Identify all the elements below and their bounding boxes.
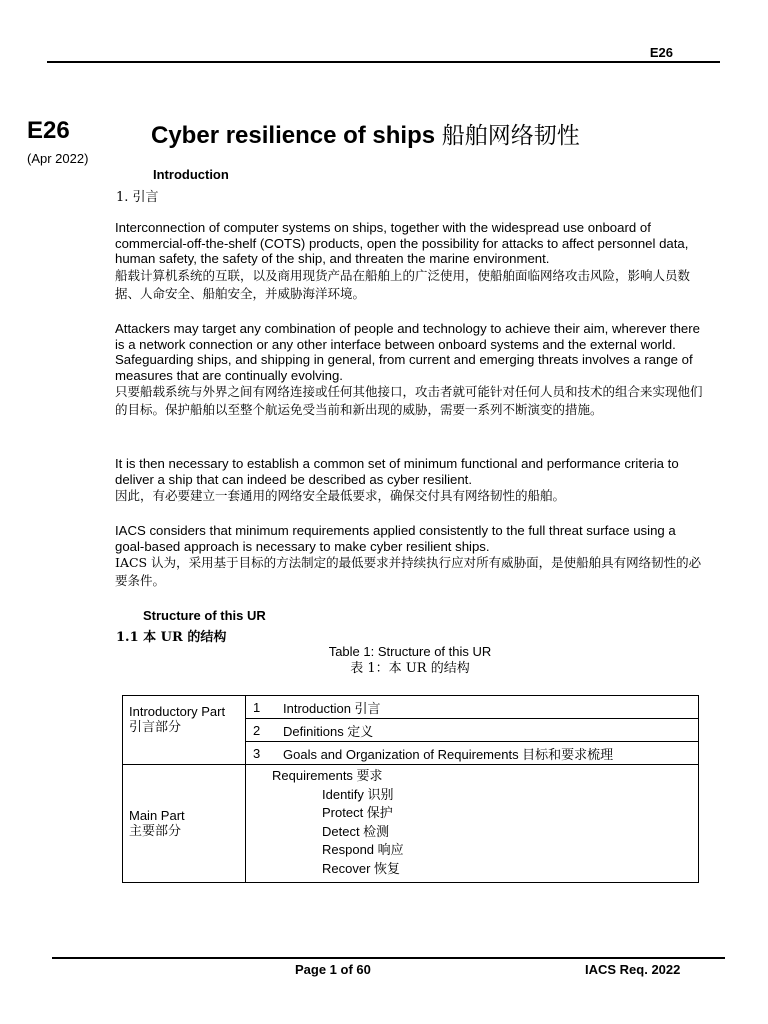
- paragraph-zh: 因此，有必要建立一套通用的网络安全最低要求，确保交付具有网络韧性的船舶。: [115, 488, 566, 503]
- paragraph: [115, 220, 705, 303]
- intro-part-cell: [123, 696, 246, 765]
- page-number: Page 1 of 60: [295, 962, 371, 977]
- row-label: Introduction 引言: [283, 700, 381, 716]
- paragraph: [115, 321, 705, 419]
- row-number: 2: [253, 722, 261, 738]
- function-item-identify: Identify 识别: [322, 786, 394, 802]
- table-cell: [246, 719, 699, 742]
- paragraph-en: It is then necessary to establish a common set of minimum functional and performance criteria to deliver a ship that can indeed be described as cyber resilient.: [115, 456, 679, 487]
- function-item-detect: Detect 检测: [322, 823, 390, 839]
- section-introduction-title: Introduction: [153, 167, 229, 182]
- function-item-respond: Respond 响应: [322, 842, 404, 857]
- paragraph-zh: 只要船载系统与外界之间有网络连接或任何其他接口，攻击者就可能针对任何人员和技术的组合来实现他们的目标。保护船舶以至整个航运免受当前和新出现的威胁，需要一系列不断演变的措施。: [115, 384, 703, 417]
- document-date: (Apr 2022): [27, 151, 89, 166]
- section-structure-title: Structure of this UR: [143, 608, 266, 623]
- paragraph: [115, 456, 705, 505]
- document-code: E26: [27, 117, 70, 144]
- requirements-label: Requirements 要求: [272, 768, 383, 783]
- table-cell: [246, 765, 699, 883]
- table-cell: [246, 742, 699, 765]
- paragraph-en: Attackers may target any combination of people and technology to achieve their aim, wherever there is a network connection or any other interface between onboard systems and the external world. Safeguarding ships, and shipping in general, from current and emerging threats involves a range of measures that are continually evolving.: [115, 321, 700, 383]
- structure-table: [122, 695, 699, 883]
- document-title-en: Cyber resilience of ships: [151, 122, 436, 149]
- table-row: [123, 696, 699, 719]
- document-title-zh: 船舶网络韧性: [441, 123, 580, 149]
- function-item-protect: Protect 保护: [322, 805, 393, 820]
- document-title: [151, 117, 580, 150]
- table-caption: [115, 643, 705, 677]
- header-code: E26: [649, 45, 673, 60]
- intro-part-zh: 引言部分: [129, 720, 182, 735]
- main-part-cell: [123, 765, 246, 883]
- paragraph-zh: IACS 认为，采用基于目标的方法制定的最低要求并持续执行应对所有威胁面，是使船舶具有网络韧性的必要条件。: [115, 555, 702, 588]
- section-structure-title-zh: 1.1 本 UR 的结构: [116, 630, 227, 645]
- paragraph-en: Interconnection of computer systems on ships, together with the widespread use onboard of commercial-off-the-shelf (COTS) products, open the possibility for attacks to affect personnel data, human safety, the safety of the ship, and threaten the marine environment.: [115, 220, 689, 266]
- footer-org: IACS Req. 2022: [585, 962, 681, 977]
- row-label: Definitions 定义: [283, 723, 374, 739]
- paragraph-en: IACS considers that minimum requirements applied consistently to the full threat surface using a goal-based approach is necessary to make cyber resilient ships.: [115, 523, 676, 554]
- table-caption-zh: 表 1：本 UR 的结构: [350, 661, 470, 676]
- row-number: 1: [253, 699, 261, 715]
- table-caption-en: Table 1: Structure of this UR: [328, 644, 492, 659]
- table-row: [123, 765, 699, 883]
- footer-divider: [52, 957, 725, 959]
- main-part-en: Main Part: [129, 807, 185, 823]
- function-item-recover: Recover 恢复: [322, 860, 401, 876]
- header-divider: [47, 61, 720, 63]
- main-part-zh: 主要部分: [129, 823, 182, 839]
- table-cell: [246, 696, 699, 719]
- paragraph: [115, 523, 705, 590]
- row-label: Goals and Organization of Requirements 目标和要求梳理: [283, 746, 614, 762]
- intro-part-en: Introductory Part: [129, 704, 226, 719]
- row-number: 3: [253, 745, 261, 761]
- paragraph-zh: 船载计算机系统的互联，以及商用现货产品在船舶上的广泛使用，使船舶面临网络攻击风险，影响人员数据、人命安全、船舶安全，并威胁海洋环境。: [115, 267, 691, 301]
- section-introduction-title-zh: 1. 引言: [116, 190, 159, 205]
